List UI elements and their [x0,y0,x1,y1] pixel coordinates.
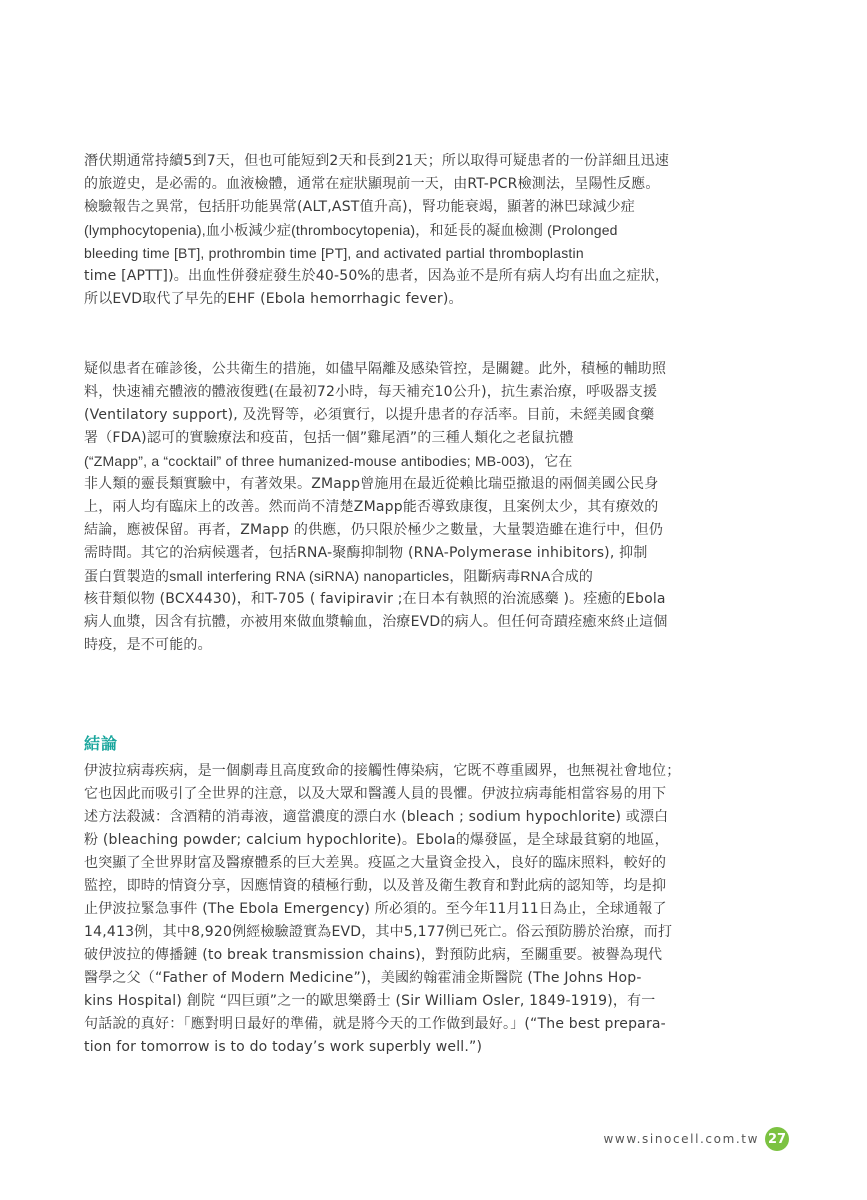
paragraph-treatment [84,358,760,657]
paragraph-line: (“ZMapp”, a “cocktail” of three humanized-mouse antibodies; MB-003)，它在 [84,453,573,469]
paragraph-line: 非人類的靈長類實驗中，有著效果。ZMapp曾施用在最近從賴比瑞亞撤退的兩個美國公民身 [84,476,659,492]
paragraph-line: 疑似患者在確診後，公共衛生的措施，如儘早隔離及感染管控，是關鍵。此外，積極的輔助照 [84,361,667,377]
paragraph-line: kins Hospital) 創院 “四巨頭”之一的歐思樂爵士 (Sir William Osler, 1849-1919)，有一 [84,993,656,1009]
paragraph-line: time [APTT])。出血性併發症發生於40-50%的患者，因為並不是所有病人均有出血之症狀， [84,268,670,284]
paragraph-line: 署（FDA)認可的實驗療法和疫苗，包括一個”雞尾酒”的三種人類化之老鼠抗體 [84,430,574,446]
paragraph-line: 它也因此而吸引了全世界的注意，以及大眾和醫護人員的畏懼。伊波拉病毒能相當容易的用下 [84,786,667,802]
paragraph-line: 核苷類似物 (BCX4430)，和T-705 ( favipiravir ;在日本有執照的治流感藥 )。痊癒的Ebola [84,591,666,607]
page-number-badge: 27 [765,1127,789,1151]
website-link[interactable]: www.sinocell.com.tw [603,1132,759,1146]
paragraph-line: 時疫，是不可能的。 [84,637,212,653]
paragraph-conclusion [84,760,760,1059]
paragraph-line: 結論，應被保留。再者，ZMapp 的供應，仍只限於極少之數量，大量製造雖在進行中，但仍 [84,522,664,538]
paragraph-line: 句話說的真好：「應對明日最好的準備，就是將今天的工作做到最好。」(“The best prepara- [84,1016,666,1032]
paragraph-line: 潛伏期通常持續5到7天，但也可能短到2天和長到21天；所以取得可疑患者的一份詳細且迅速 [84,153,670,169]
paragraph-line: 蛋白質製造的small interfering RNA (siRNA) nanoparticles，阻斷病毒RNA合成的 [84,568,594,584]
paragraph-line: 醫學之父（“Father of Modern Medicine”)，美國約翰霍浦金斯醫院 (The Johns Hop- [84,970,642,986]
paragraph-line: 14,413例，其中8,920例經檢驗證實為EVD，其中5,177例已死亡。俗云預防勝於治療，而打 [84,924,673,940]
paragraph-incubation [84,150,760,311]
paragraph-line: 破伊波拉的傳播鏈 (to break transmission chains)，對預防此病，至關重要。被譽為現代 [84,947,663,963]
section-heading-conclusion: 結論 [84,734,119,753]
paragraph-line: 上，兩人均有臨床上的改善。然而尚不清楚ZMapp能否導致康復，且案例太少，其有療效的 [84,499,659,515]
paragraph-line: 述方法殺滅：含酒精的消毒液，適當濃度的漂白水 (bleach ; sodium hypochlorite) 或漂白 [84,809,669,825]
paragraph-line: 需時間。其它的治病候選者，包括RNA-聚酶抑制物 (RNA-Polymerase inhibitors), 抑制 [84,545,648,561]
paragraph-line: 料，快速補充體液的體液復甦(在最初72小時，每天補充10公升)，抗生素治療，呼吸器支援 [84,384,658,400]
paragraph-line: 粉 (bleaching powder; calcium hypochlorite)。Ebola的爆發區，是全球最貧窮的地區， [84,832,669,848]
paragraph-line: 病人血漿，因含有抗體，亦被用來做血漿輸血，治療EVD的病人。但任何奇蹟痊癒來終止這個 [84,614,668,630]
paragraph-line: 檢驗報告之異常，包括肝功能異常(ALT,AST值升高)，腎功能衰竭，顯著的淋巴球減少症 [84,199,635,215]
page-footer [603,1127,789,1151]
paragraph-line: 也突顯了全世界財富及醫療體系的巨大差異。疫區之大量資金投入，良好的臨床照料，較好的 [84,855,667,871]
paragraph-line: 伊波拉病毒疾病，是一個劇毒且高度致命的接觸性傳染病，它既不尊重國界，也無視社會地位； [84,763,681,779]
paragraph-line: 所以EVD取代了早先的EHF (Ebola hemorrhagic fever)。 [84,291,463,307]
paragraph-line: tion for tomorrow is to do today’s work superbly well.”) [84,1039,483,1055]
paragraph-line: 的旅遊史，是必需的。血液檢體，通常在症狀顯現前一天，由RT-PCR檢測法，呈陽性反應。 [84,176,660,192]
paragraph-line: 止伊波拉緊急事件 (The Ebola Emergency) 所必須的。至今年11月11日為止，全球通報了 [84,901,667,917]
paragraph-line: bleeding time [BT], prothrombin time [PT], and activated partial thromboplastin [84,245,584,261]
paragraph-line: (Ventilatory support), 及洗腎等，必須實行，以提升患者的存活率。目前，未經美國食藥 [84,407,655,423]
paragraph-line: (lymphocytopenia),血小板減少症(thrombocytopenia)，和延長的凝血檢測 (Prolonged [84,222,618,238]
paragraph-line: 監控，即時的情資分享，因應情資的積極行動，以及普及衛生教育和對此病的認知等，均是抑 [84,878,667,894]
